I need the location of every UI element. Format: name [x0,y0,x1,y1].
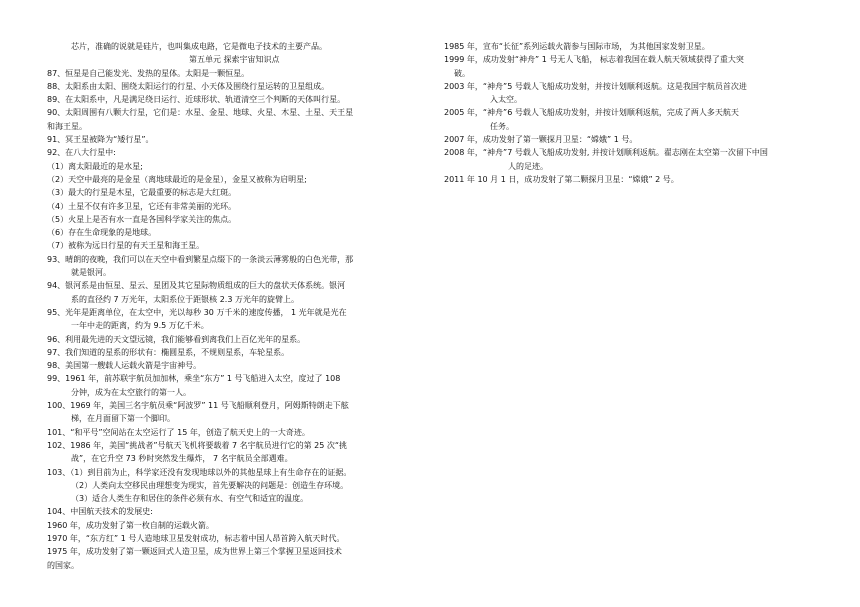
left-column-line: 103、（1）到目前为止，科学家还没有发现地球以外的其他星球上有生命存在的证据。 [47,467,352,477]
left-column-line: 分钟，成为在太空旅行的第一人。 [71,387,191,397]
left-column-line: 和海王星。 [47,121,87,131]
left-column-line: 99、1961 年，前苏联宇航员加加林，乘坐“东方” 1 号飞船进入太空，度过了 108 [47,374,341,384]
left-column-line: 97、我们知道的星系的形状有：椭圆星系，不规则星系，车轮星系。 [47,347,290,357]
left-column-line: 系的直径约 7 万光年，太阳系位于距银核 2.3 万光年的旋臂上。 [71,294,299,304]
left-column-line: 88、太阳系由太阳、围绕太阳运行的行星、小天体及围绕行星运转的卫星组成。 [47,81,330,91]
left-column-line: 芯片，准确的说就是硅片，也叫集成电路，它是微电子技术的主要产品。 [71,42,327,51]
left-column-line: 96、利用最先进的天文望远镜，我们能够看到离我们上百亿光年的星系。 [47,334,306,344]
left-column-line: 一年中走的距离，约为 9.5 万亿千米。 [71,321,209,331]
left-column-line: （7）被称为远日行星的有天王星和海王星。 [47,241,205,251]
left-column-line: 1960 年，成功发射了第一枚自制的运载火箭。 [47,520,214,530]
left-column-line: （2）人类向太空移民由理想变为现实，首先要解决的问题是：创造生存环境。 [71,480,349,490]
left-column-line: 104、中国航天技术的发展史: [47,507,153,517]
right-column-line: 任务。 [490,121,514,131]
left-column-line: （6）存在生命现象的是地球。 [47,228,157,238]
left-column-line: 95、光年是距离单位，在太空中，光以每秒 30 万千米的速度传播， 1 光年就是光在 [47,307,347,317]
left-column-line: 第五单元 探索宇宙知识点 [189,55,280,65]
right-column-line: 2008 年，“神舟”7 号载人飞船成功发射, 并按计划顺利返航。翟志刚在太空第一次留下中国 [444,148,768,158]
right-column-line: 2011 年 10 月 1 日，成功发射了第二颗探月卫星：“嫦娥” 2 号。 [444,174,679,184]
right-column-line: 破。 [454,68,470,78]
left-column-line: 1970 年，“东方红” 1 号人造地球卫星发射成功，标志着中国人昂首跨入航天时代。 [47,533,345,543]
left-column-line: 的国家。 [47,560,79,570]
right-column-line: 1985 年，宣布“长征”系列运载火箭参与国际市场， 为其他国家发射卫星。 [444,42,710,51]
left-column-line: 91、冥王星被降为“矮行星”。 [47,135,154,145]
left-column-line: 89、在太阳系中，凡是满足绕日运行、近球形状、轨道清空三个判断的天体叫行星。 [47,95,346,105]
left-column-line: 102、1986 年，美国“挑战者”号航天飞机将要载着 7 名宇航员进行它的第 25 次“挑 [47,440,348,450]
left-column-line: 94、银河系是由恒星、星云、星团及其它星际物质组成的巨大的盘状天体系统。银河 [47,281,346,291]
left-column-line: 101、“和平号”空间站在太空运行了 15 年，创造了航天史上的一大奇迹。 [47,427,310,437]
right-column-line: 2007 年，成功发射了第一颗探月卫星：“嫦娥” 1 号。 [444,135,638,145]
left-column-line: 就是银河。 [71,268,111,278]
left-column-line: 93、晴朗的夜晚，我们可以在天空中看到繁星点缀下的一条淡云薄雾般的白色光带，那 [47,254,354,264]
left-column-line: （5）火星上是否有水一直是各国科学家关注的焦点。 [47,214,237,224]
left-column-line: 1975 年，成功发射了第一颗返回式人造卫星，成为世界上第三个掌握卫星返回技术 [47,547,342,557]
left-column-line: （4）土星不仅有许多卫星，它还有非常美丽的光环。 [47,201,237,211]
left-column-line: 梯，在月面留下第一个脚印。 [71,414,175,424]
left-column-line: 90、太阳周围有八颗大行星，它们是：水星、金星、地球、火星、木星、土星、天王星 [47,108,354,118]
right-column [444,40,822,186]
left-column-line: （2）天空中最亮的是金星（离地球最近的是金星），金星又被称为启明星; [47,174,307,184]
right-column-line: 入太空。 [490,95,522,105]
left-column-line: 100、1969 年，美国三名宇航员乘“阿波罗” 11 号飞船顺利登月，阿姆斯特朗走下舷 [47,401,349,411]
left-column-line: （3）适合人类生存和居住的条件必须有水、有空气和适宜的温度。 [71,494,309,504]
left-column-line: （3）最大的行星是木星，它最重要的标志是大红斑。 [47,188,237,198]
right-column-line: 2005 年，“神舟”6 号载人飞船成功发射，并按计划顺利返航，完成了两人多天航天 [444,108,739,118]
left-column-line: 98、美国第一艘载人运载火箭是宇宙神号。 [47,361,202,371]
right-column-line: 人的足迹。 [508,161,548,171]
left-column [47,40,432,572]
left-column-line: （1）离太阳最近的是水星; [47,161,143,171]
right-column-line: 1999 年，成功发射“神舟” 1 号无人飞船， 标志着我国在载人航天领域获得了重大突 [444,55,744,65]
right-column-line: 2003 年，“神舟”5 号载人飞船成功发射，并按计划顺利返航。这是我国宇航员首次进 [444,81,747,91]
left-column-line: 92、在八大行星中: [47,148,116,158]
left-column-line: 87、恒星是自己能发光、发热的星体。太阳是一颗恒星。 [47,68,250,78]
left-column-line: 战”，在它升空 73 秒时突然发生爆炸， 7 名宇航员全部遇难。 [71,454,293,464]
